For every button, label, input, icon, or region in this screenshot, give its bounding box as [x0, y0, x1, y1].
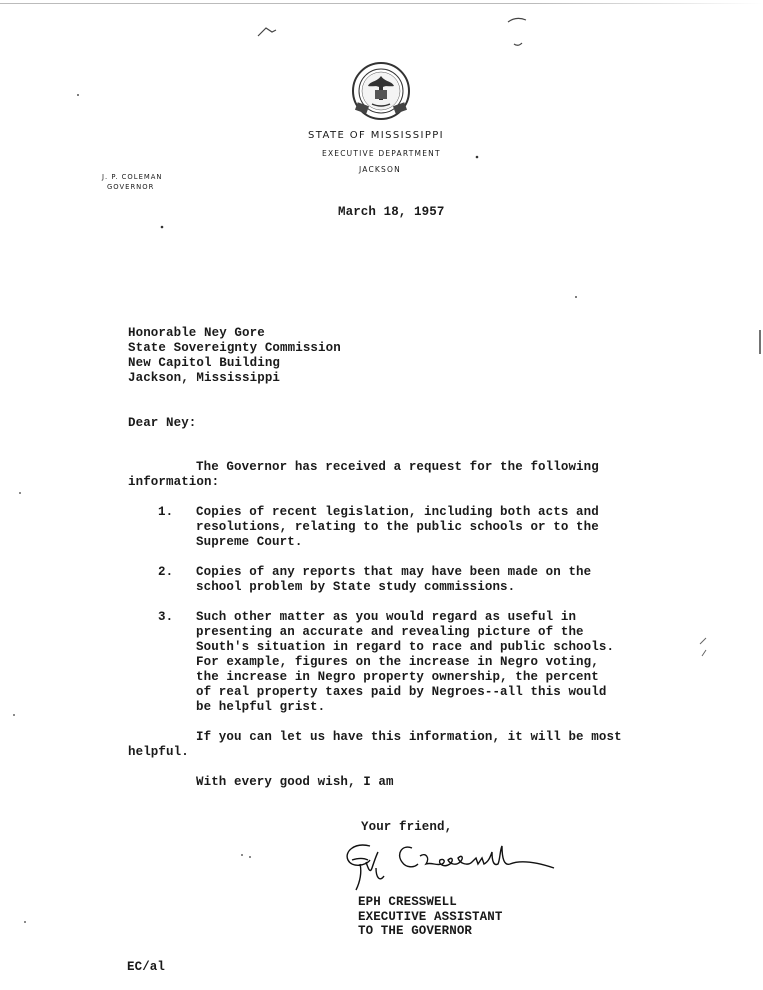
reference-initials: EC/al: [127, 960, 166, 974]
recipient-line-2: State Sovereignty Commission: [128, 341, 341, 355]
closing-line-2: helpful.: [128, 745, 189, 759]
letterhead-state: STATE OF MISSISSIPPI: [308, 130, 445, 141]
signer-name: EPH CRESSWELL: [358, 895, 457, 909]
item-number: 1.: [158, 505, 174, 519]
item-line: Supreme Court.: [196, 535, 303, 549]
closing-line-1: If you can let us have this information, it will be most: [196, 730, 622, 744]
item-line: of real property taxes paid by Negroes--all this would: [196, 685, 607, 699]
item-number: 2.: [158, 565, 174, 579]
item-line: South's situation in regard to race and public schools.: [196, 640, 615, 654]
letter-date: March 18, 1957: [338, 205, 445, 219]
item-number: 3.: [158, 610, 174, 624]
governor-title: GOVERNOR: [107, 183, 155, 191]
letterhead-city: JACKSON: [359, 165, 401, 174]
recipient-line-4: Jackson, Mississippi: [128, 371, 281, 385]
good-wish: With every good wish, I am: [196, 775, 394, 789]
intro-line-2: information:: [128, 475, 220, 489]
item-line: For example, figures on the increase in Negro voting,: [196, 655, 599, 669]
complimentary-close: Your friend,: [361, 820, 453, 834]
governor-name: J. P. COLEMAN: [102, 173, 163, 181]
item-line: resolutions, relating to the public schools or to the: [196, 520, 599, 534]
recipient-line-3: New Capitol Building: [128, 356, 281, 370]
item-line: school problem by State study commissions.: [196, 580, 516, 594]
intro-line-1: The Governor has received a request for the following: [196, 460, 599, 474]
salutation: Dear Ney:: [128, 416, 197, 430]
item-line: Copies of any reports that may have been made on the: [196, 565, 592, 579]
item-line: Copies of recent legislation, including both acts and: [196, 505, 599, 519]
signer-title-1: EXECUTIVE ASSISTANT: [358, 910, 503, 924]
item-line: presenting an accurate and revealing picture of the: [196, 625, 584, 639]
letterhead-department: EXECUTIVE DEPARTMENT: [322, 149, 441, 158]
signer-title-2: TO THE GOVERNOR: [358, 924, 473, 938]
item-line: be helpful grist.: [196, 700, 326, 714]
item-line: Such other matter as you would regard as useful in: [196, 610, 577, 624]
item-line: the increase in Negro property ownership, the percent: [196, 670, 599, 684]
recipient-line-1: Honorable Ney Gore: [128, 326, 265, 340]
